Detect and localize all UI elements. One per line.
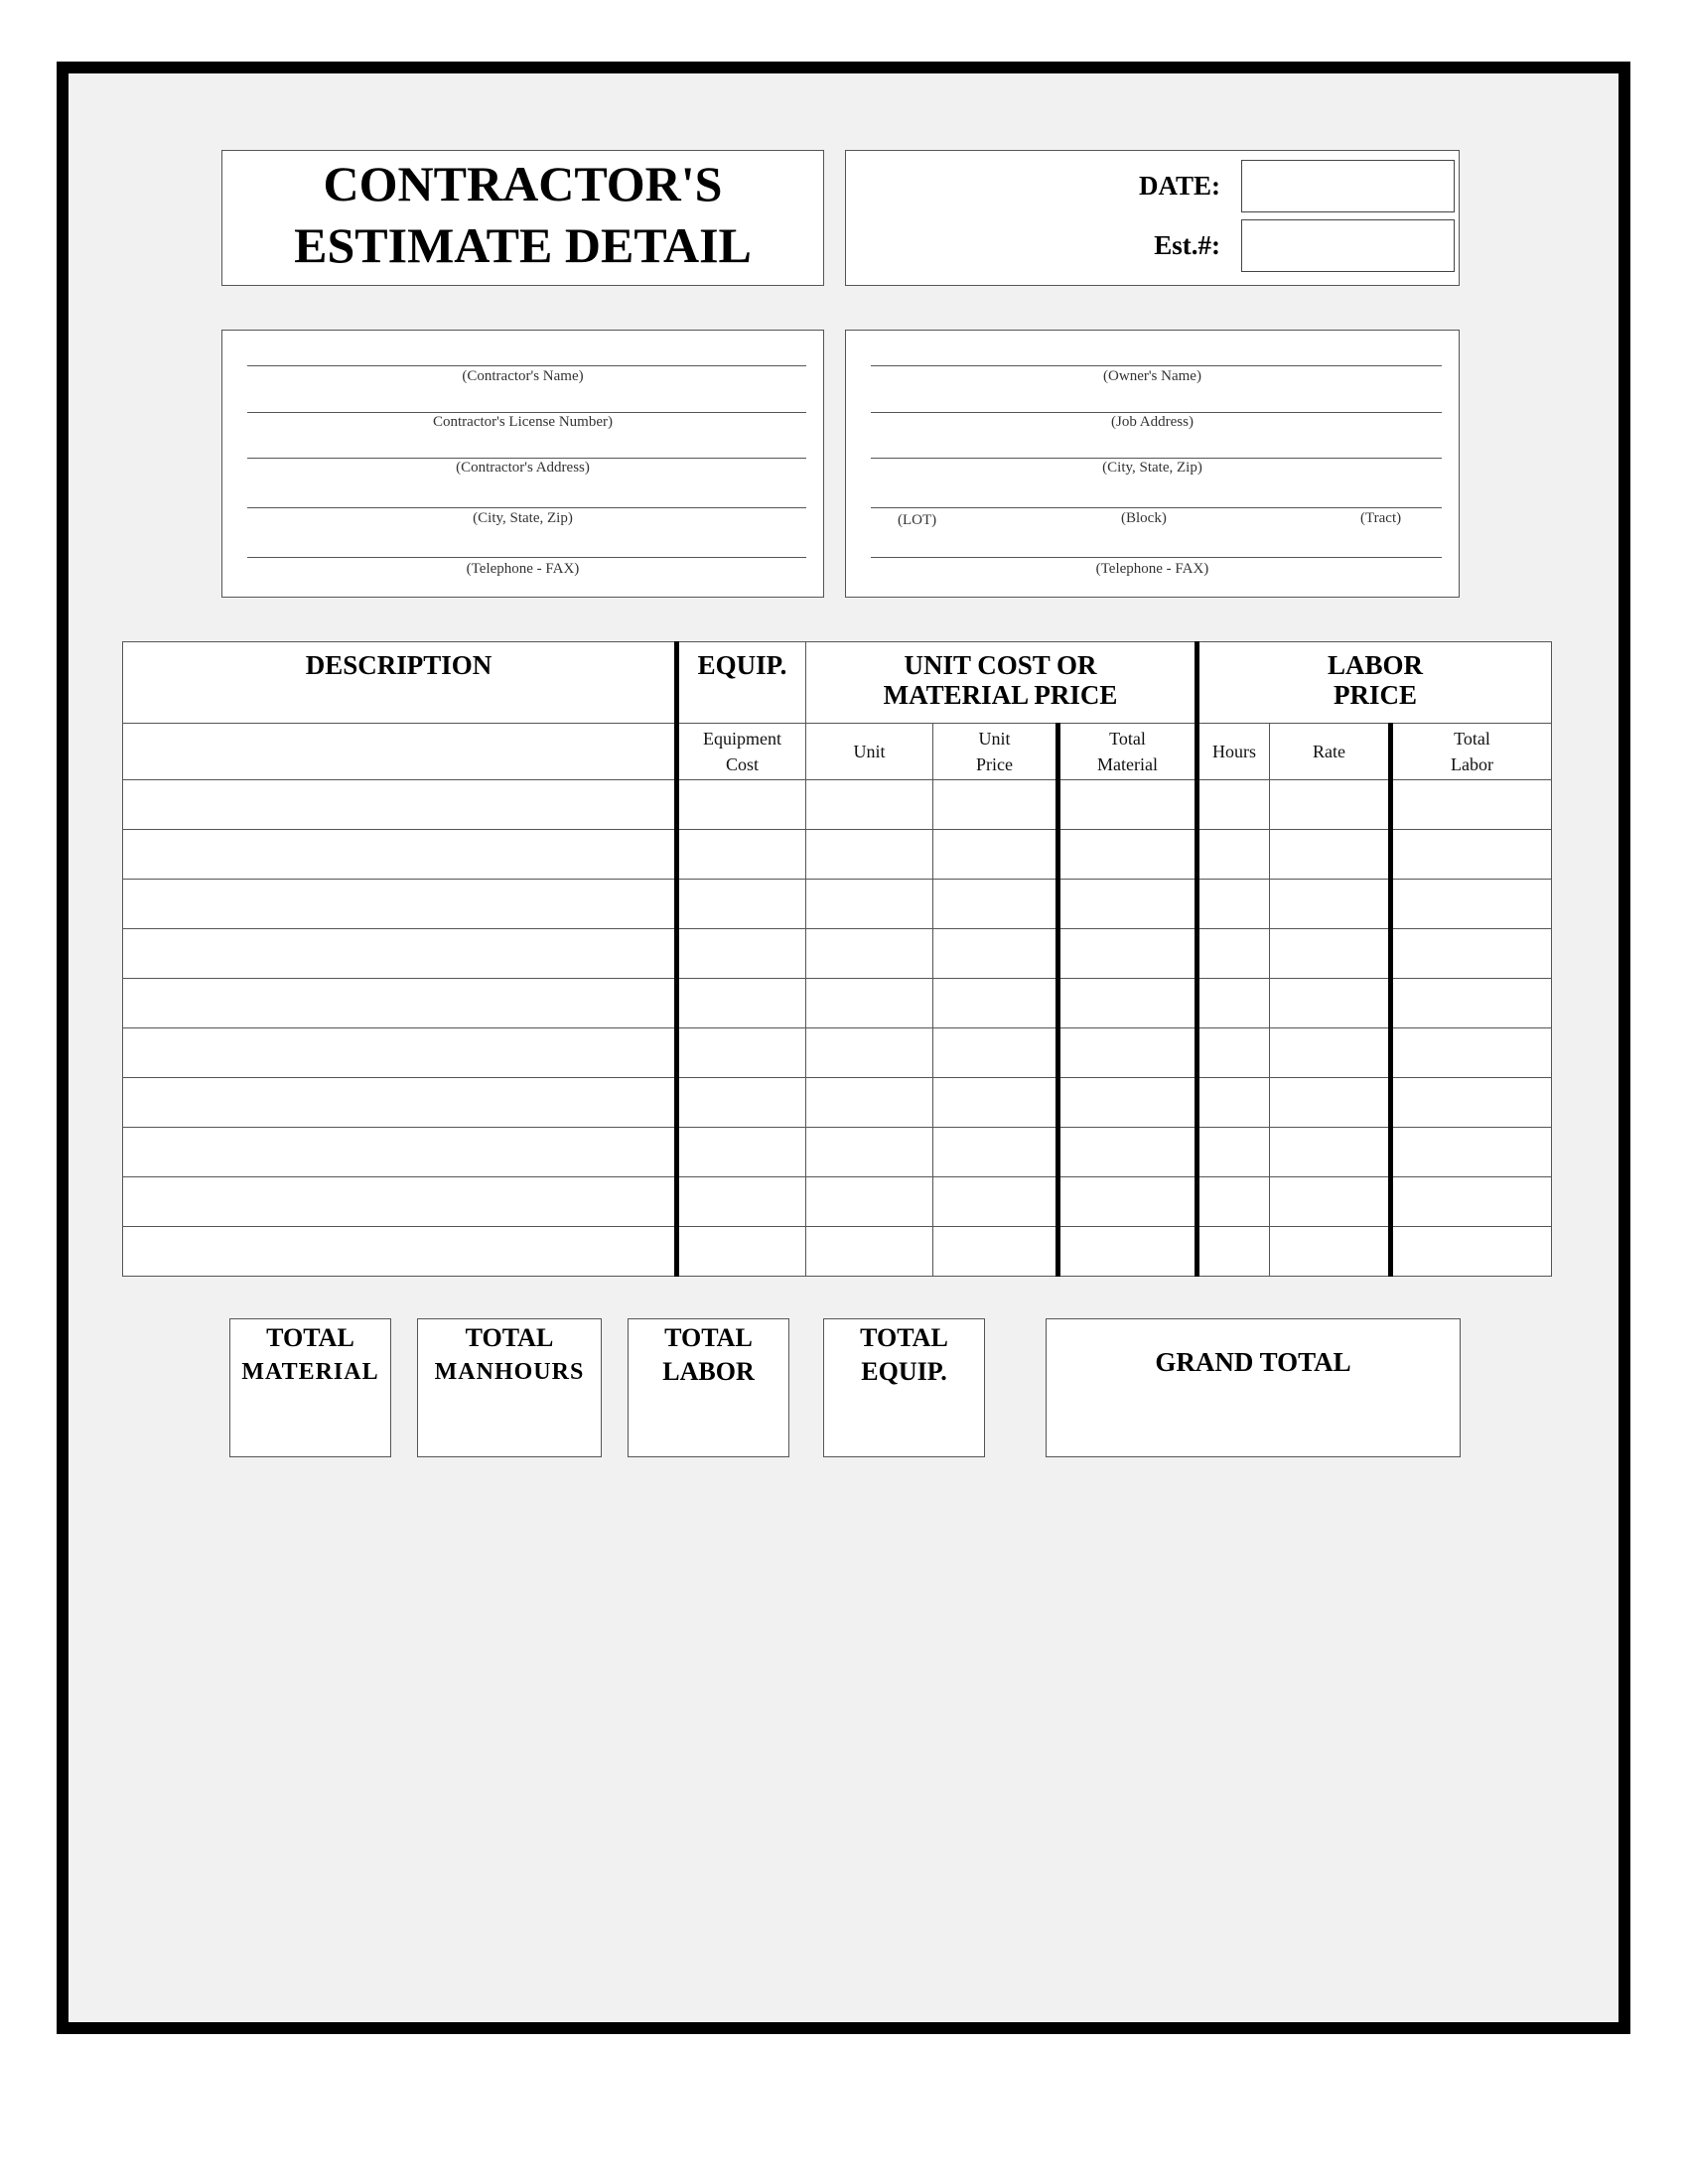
page-subtitle: ESTIMATE DETAIL bbox=[294, 217, 752, 273]
table-row bbox=[123, 1128, 1552, 1177]
page-title: CONTRACTOR'S bbox=[323, 156, 723, 211]
owner-city-line[interactable] bbox=[871, 458, 1442, 459]
unit-cell[interactable] bbox=[806, 1128, 933, 1177]
description-cell[interactable] bbox=[123, 979, 677, 1028]
table-row bbox=[123, 1078, 1552, 1128]
date-label: DATE: bbox=[1138, 171, 1220, 201]
block-label: (Block) bbox=[1121, 510, 1167, 526]
table-row bbox=[123, 1227, 1552, 1277]
tract-label: (Tract) bbox=[1360, 510, 1402, 526]
equipment-cost-cell[interactable] bbox=[677, 1028, 806, 1078]
total-labor-sublabel: LABOR bbox=[662, 1357, 755, 1386]
description-header: DESCRIPTION bbox=[123, 642, 677, 724]
rate-cell[interactable] bbox=[1270, 1028, 1391, 1078]
date-estimate-box bbox=[845, 150, 1460, 286]
total-equip-box[interactable] bbox=[823, 1318, 985, 1457]
table-row bbox=[123, 830, 1552, 880]
total-labor-cell[interactable] bbox=[1391, 1028, 1552, 1078]
hours-cell[interactable] bbox=[1197, 929, 1270, 979]
total-material-cell[interactable] bbox=[1058, 1078, 1197, 1128]
owner-phone-label: (Telephone - FAX) bbox=[1095, 561, 1209, 577]
description-subheader bbox=[123, 724, 677, 780]
total-labor-subheader: Total Labor bbox=[1391, 724, 1552, 780]
total-labor-cell[interactable] bbox=[1391, 929, 1552, 979]
hours-cell[interactable] bbox=[1197, 830, 1270, 880]
unit-cell[interactable] bbox=[806, 1028, 933, 1078]
unit-price-cell[interactable] bbox=[933, 979, 1058, 1028]
lot-label: (LOT) bbox=[898, 512, 937, 528]
hours-cell[interactable] bbox=[1197, 1177, 1270, 1227]
total-material-cell[interactable] bbox=[1058, 1227, 1197, 1277]
title-box bbox=[221, 150, 824, 286]
total-equip-label: TOTAL bbox=[860, 1323, 948, 1352]
estimate-table bbox=[122, 641, 1552, 1277]
equipment-cost-cell[interactable] bbox=[677, 1227, 806, 1277]
grand-total-label: GRAND TOTAL bbox=[1155, 1347, 1351, 1377]
total-material-label: TOTAL bbox=[266, 1323, 354, 1352]
contractor-address-line[interactable] bbox=[247, 458, 806, 459]
description-cell[interactable] bbox=[123, 780, 677, 830]
estimate-number-label: Est.#: bbox=[1154, 230, 1220, 260]
job-address-label: (Job Address) bbox=[1111, 414, 1194, 430]
unit-price-cell[interactable] bbox=[933, 1227, 1058, 1277]
hours-cell[interactable] bbox=[1197, 1227, 1270, 1277]
equipment-cost-cell[interactable] bbox=[677, 1078, 806, 1128]
total-labor-cell[interactable] bbox=[1391, 780, 1552, 830]
total-manhours-box[interactable] bbox=[417, 1318, 602, 1457]
total-material-cell[interactable] bbox=[1058, 1028, 1197, 1078]
description-cell[interactable] bbox=[123, 880, 677, 929]
total-material-cell[interactable] bbox=[1058, 1177, 1197, 1227]
equipment-cost-cell[interactable] bbox=[677, 880, 806, 929]
contractor-city-line[interactable] bbox=[247, 507, 806, 508]
hours-cell[interactable] bbox=[1197, 1028, 1270, 1078]
unit-price-cell[interactable] bbox=[933, 929, 1058, 979]
rate-cell[interactable] bbox=[1270, 780, 1391, 830]
contractor-info-box bbox=[221, 330, 824, 598]
total-labor-cell[interactable] bbox=[1391, 830, 1552, 880]
description-cell[interactable] bbox=[123, 929, 677, 979]
unit-cell[interactable] bbox=[806, 1227, 933, 1277]
total-material-subheader: Total Material bbox=[1058, 724, 1197, 780]
unit-price-cell[interactable] bbox=[933, 1078, 1058, 1128]
unit-price-cell[interactable] bbox=[933, 880, 1058, 929]
unit-subheader: Unit bbox=[806, 724, 933, 780]
table-row bbox=[123, 979, 1552, 1028]
owner-phone-line[interactable] bbox=[871, 557, 1442, 558]
rate-cell[interactable] bbox=[1270, 929, 1391, 979]
owner-city-label: (City, State, Zip) bbox=[1102, 460, 1202, 476]
unit-cell[interactable] bbox=[806, 929, 933, 979]
rate-cell[interactable] bbox=[1270, 830, 1391, 880]
total-material-cell[interactable] bbox=[1058, 830, 1197, 880]
rate-cell[interactable] bbox=[1270, 880, 1391, 929]
rate-cell[interactable] bbox=[1270, 979, 1391, 1028]
equipment-cost-cell[interactable] bbox=[677, 929, 806, 979]
hours-cell[interactable] bbox=[1197, 1128, 1270, 1177]
unit-price-cell[interactable] bbox=[933, 780, 1058, 830]
total-material-cell[interactable] bbox=[1058, 929, 1197, 979]
description-cell[interactable] bbox=[123, 1227, 677, 1277]
contractor-city-label: (City, State, Zip) bbox=[473, 510, 573, 526]
table-row bbox=[123, 1177, 1552, 1227]
unit-price-cell[interactable] bbox=[933, 1028, 1058, 1078]
labor-price-header: LABOR PRICE bbox=[1197, 642, 1552, 724]
rate-subheader: Rate bbox=[1270, 724, 1391, 780]
table-row bbox=[123, 929, 1552, 979]
unit-price-subheader: Unit Price bbox=[933, 724, 1058, 780]
total-labor-cell[interactable] bbox=[1391, 1227, 1552, 1277]
equipment-cost-cell[interactable] bbox=[677, 1128, 806, 1177]
contractor-phone-label: (Telephone - FAX) bbox=[466, 561, 580, 577]
equipment-cost-cell[interactable] bbox=[677, 830, 806, 880]
grand-total-box[interactable] bbox=[1046, 1318, 1461, 1457]
unit-cell[interactable] bbox=[806, 880, 933, 929]
equipment-cost-cell[interactable] bbox=[677, 979, 806, 1028]
unit-cell[interactable] bbox=[806, 1078, 933, 1128]
hours-subheader: Hours bbox=[1197, 724, 1270, 780]
rate-cell[interactable] bbox=[1270, 1177, 1391, 1227]
total-manhours-label: TOTAL bbox=[465, 1323, 554, 1352]
estimate-table-wrapper bbox=[122, 641, 1551, 1274]
table-row bbox=[123, 1028, 1552, 1078]
total-material-cell[interactable] bbox=[1058, 780, 1197, 830]
contractor-address-label: (Contractor's Address) bbox=[456, 460, 590, 476]
unit-price-cell[interactable] bbox=[933, 830, 1058, 880]
contractor-phone-line[interactable] bbox=[247, 557, 806, 558]
total-labor-cell[interactable] bbox=[1391, 979, 1552, 1028]
unit-cell[interactable] bbox=[806, 1177, 933, 1227]
estimate-number-field[interactable] bbox=[1241, 219, 1455, 272]
contractor-license-line[interactable] bbox=[247, 412, 806, 413]
equipment-cost-subheader: Equipment Cost bbox=[677, 724, 806, 780]
rate-cell[interactable] bbox=[1270, 1078, 1391, 1128]
total-labor-cell[interactable] bbox=[1391, 1128, 1552, 1177]
total-labor-cell[interactable] bbox=[1391, 1078, 1552, 1128]
owner-name-label: (Owner's Name) bbox=[1103, 368, 1201, 384]
description-cell[interactable] bbox=[123, 830, 677, 880]
total-labor-label: TOTAL bbox=[664, 1323, 753, 1352]
total-material-cell[interactable] bbox=[1058, 1128, 1197, 1177]
description-cell[interactable] bbox=[123, 1028, 677, 1078]
unit-cost-header: UNIT COST OR MATERIAL PRICE bbox=[806, 642, 1197, 724]
description-cell[interactable] bbox=[123, 1177, 677, 1227]
total-equip-sublabel: EQUIP. bbox=[861, 1357, 947, 1386]
total-labor-cell[interactable] bbox=[1391, 1177, 1552, 1227]
hours-cell[interactable] bbox=[1197, 780, 1270, 830]
job-address-line[interactable] bbox=[871, 412, 1442, 413]
owner-name-line[interactable] bbox=[871, 365, 1442, 366]
equipment-cost-cell[interactable] bbox=[677, 1177, 806, 1227]
description-cell[interactable] bbox=[123, 1078, 677, 1128]
unit-price-cell[interactable] bbox=[933, 1177, 1058, 1227]
table-header-row bbox=[123, 642, 1552, 724]
equipment-cost-cell[interactable] bbox=[677, 780, 806, 830]
rate-cell[interactable] bbox=[1270, 1227, 1391, 1277]
lot-block-tract-line[interactable] bbox=[871, 507, 1442, 508]
table-row bbox=[123, 780, 1552, 830]
unit-cell[interactable] bbox=[806, 830, 933, 880]
total-material-sublabel: MATERIAL bbox=[241, 1359, 379, 1385]
hours-cell[interactable] bbox=[1197, 979, 1270, 1028]
rate-cell[interactable] bbox=[1270, 1128, 1391, 1177]
equip-header: EQUIP. bbox=[677, 642, 806, 724]
unit-cell[interactable] bbox=[806, 979, 933, 1028]
total-manhours-sublabel: MANHOURS bbox=[434, 1359, 585, 1385]
description-cell[interactable] bbox=[123, 1128, 677, 1177]
total-material-box[interactable] bbox=[229, 1318, 391, 1457]
owner-info-box bbox=[845, 330, 1460, 598]
total-labor-box[interactable] bbox=[628, 1318, 789, 1457]
table-row bbox=[123, 880, 1552, 929]
unit-price-cell[interactable] bbox=[933, 1128, 1058, 1177]
total-material-cell[interactable] bbox=[1058, 979, 1197, 1028]
hours-cell[interactable] bbox=[1197, 1078, 1270, 1128]
hours-cell[interactable] bbox=[1197, 880, 1270, 929]
total-labor-cell[interactable] bbox=[1391, 880, 1552, 929]
contractor-name-label: (Contractor's Name) bbox=[462, 368, 584, 384]
date-field[interactable] bbox=[1241, 160, 1455, 212]
unit-cell[interactable] bbox=[806, 780, 933, 830]
contractor-license-label: Contractor's License Number) bbox=[433, 414, 613, 430]
total-material-cell[interactable] bbox=[1058, 880, 1197, 929]
contractor-name-line[interactable] bbox=[247, 365, 806, 366]
table-subheader-row bbox=[123, 724, 1552, 780]
